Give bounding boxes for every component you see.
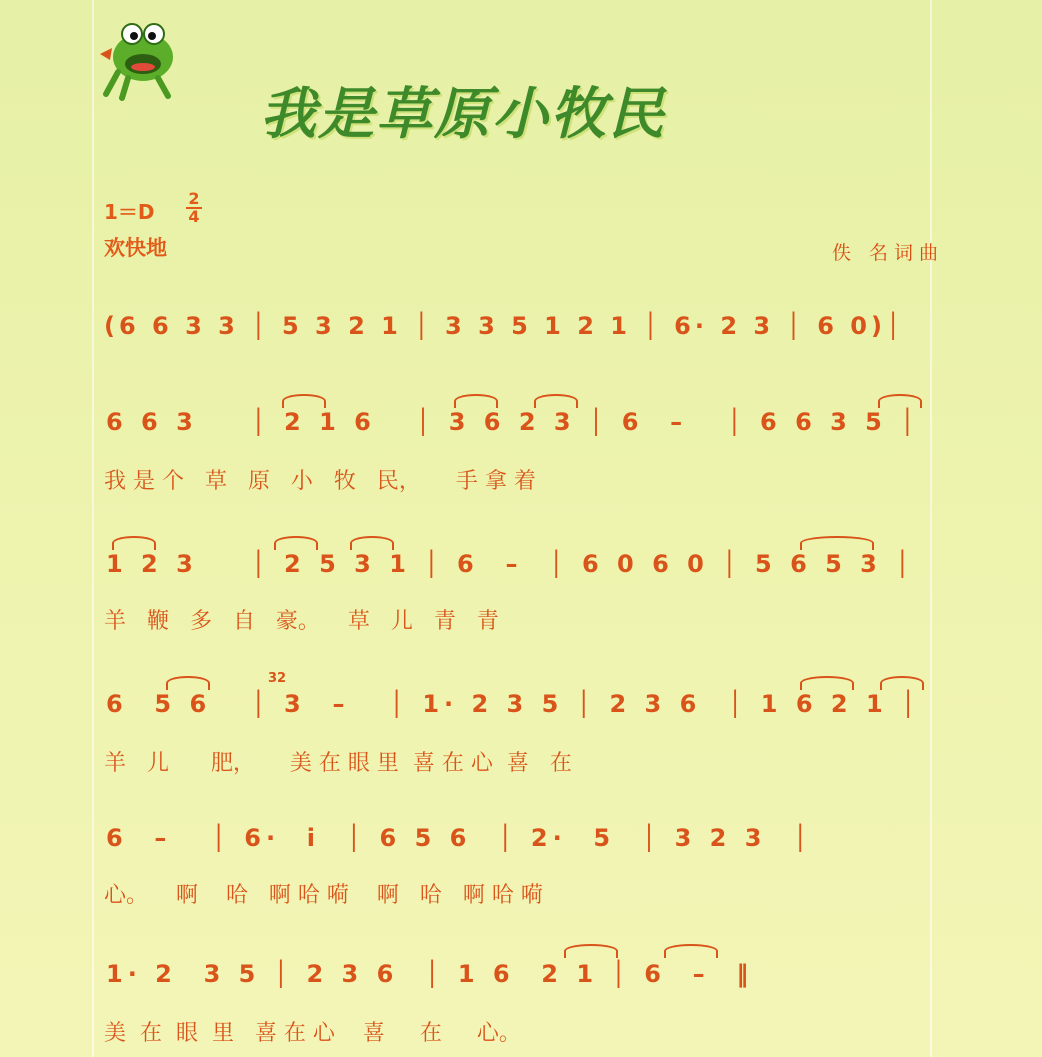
notes-row-5: 6 – │ 6· i │ 6 5 6 │ 2· 5 │ 3 2 3 │ — [106, 824, 813, 852]
slur-mark — [564, 944, 618, 958]
lyrics-row-5: 心。 啊 哈 啊 哈 嗬 啊 哈 啊 哈 嗬 — [104, 883, 543, 908]
song-title: 我是草原小牧民 — [260, 82, 666, 147]
frog-mascot-icon — [88, 12, 188, 102]
time-signature — [186, 189, 202, 226]
notes-row-6: 1· 2 3 5 │ 2 3 6 │ 1 6 2 1 │ 6 – ‖ — [106, 960, 754, 988]
notes-row-4: 6 5 6 │ 3 – │ 1· 2 3 5 │ 2 3 6 │ 1 6 2 1 │ — [106, 690, 921, 718]
lyrics-row-2: 我 是 个 草 原 小 牧 民， 手 拿 着 — [104, 469, 536, 494]
page-margin-left — [92, 0, 94, 1057]
time-signature-top: 2 — [188, 189, 200, 208]
slur-mark — [112, 536, 156, 550]
slur-mark — [282, 394, 326, 408]
page-margin-right — [930, 0, 932, 1057]
time-signature-bottom: 4 — [188, 207, 200, 226]
composer-credit: 佚 名词曲 — [832, 242, 945, 264]
slur-mark — [454, 394, 498, 408]
slur-mark — [350, 536, 394, 550]
slur-mark — [800, 536, 874, 550]
key-signature: 1＝D — [104, 200, 155, 224]
notes-row-2: 6 6 3 │ 2 1 6 │ 3 6 2 3 │ 6 – │ 6 6 3 5 │ — [106, 408, 920, 436]
slur-mark — [664, 944, 718, 958]
notes-row-3: 1 2 3 │ 2 5 3 1 │ 6 – │ 6 0 6 0 │ 5 6 5 3 │ — [106, 550, 915, 578]
notes-row-1: (6 6 3 3 │ 5 3 2 1 │ 3 3 5 1 2 1 │ 6· 2 3 │ 6 0)│ — [104, 312, 905, 340]
grace-note: 32 — [268, 671, 287, 686]
lyrics-row-6: 美 在 眼 里 喜 在 心 喜 在 心。 — [104, 1021, 521, 1046]
slur-mark — [274, 536, 318, 550]
lyrics-row-3: 羊 鞭 多 自 豪。 草 儿 青 青 — [104, 609, 499, 634]
slur-mark — [166, 676, 210, 690]
slur-mark — [534, 394, 578, 408]
slur-mark — [878, 394, 922, 408]
lyrics-row-4: 羊 儿 肥， 美 在 眼 里 喜 在 心 喜 在 — [104, 751, 572, 776]
slur-mark — [800, 676, 854, 690]
tempo-marking: 欢快地 — [104, 236, 167, 260]
slur-mark — [880, 676, 924, 690]
